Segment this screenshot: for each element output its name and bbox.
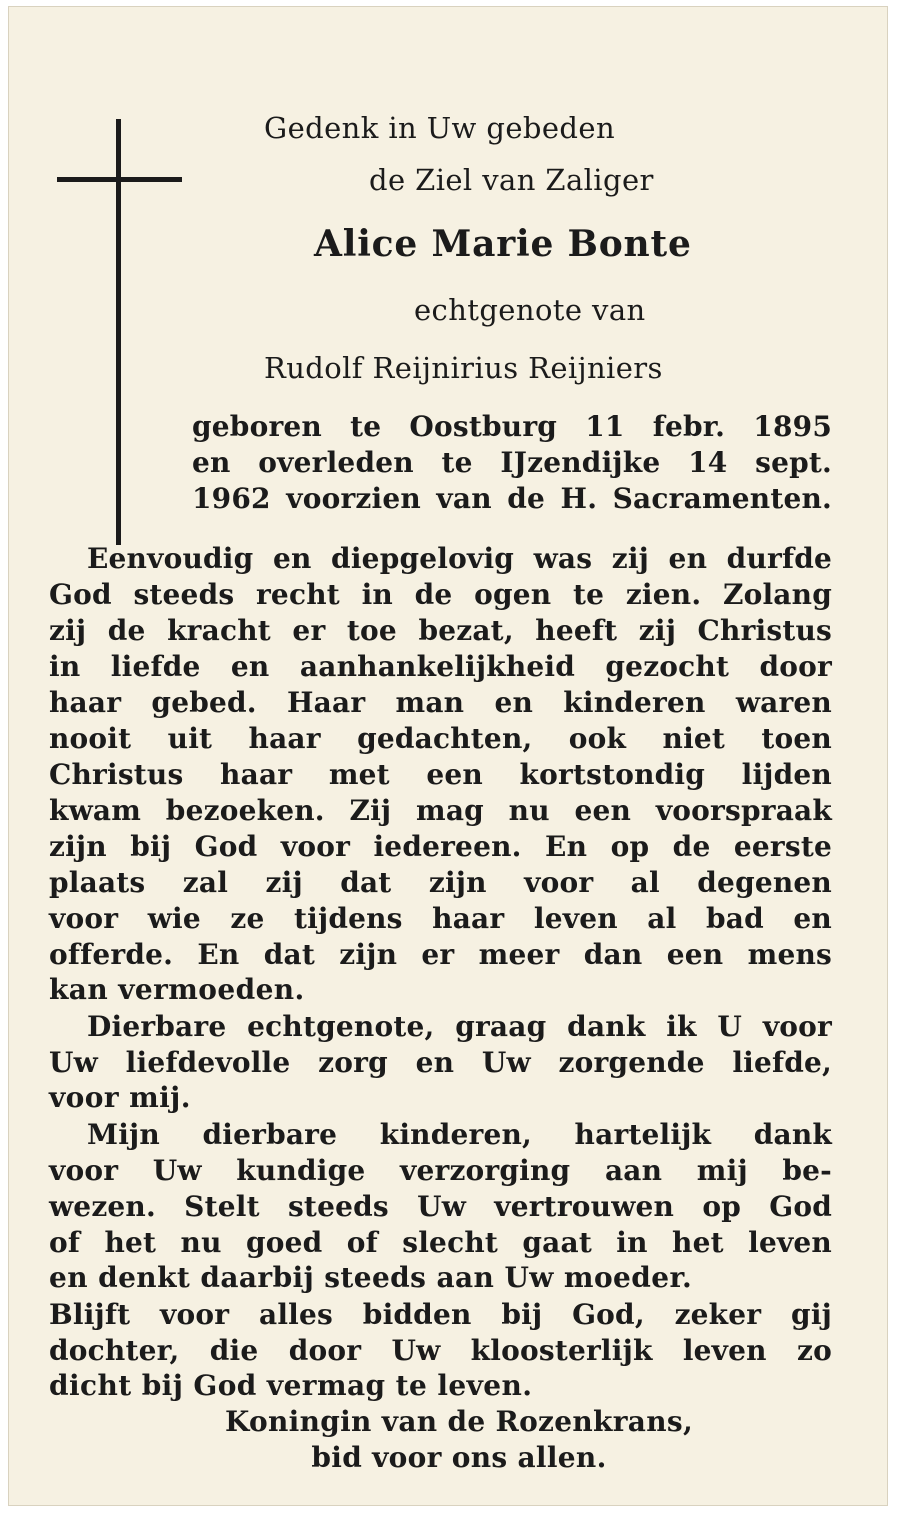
paragraph-line: wezen. Stelt steeds Uw vertrouwen op God [49, 1190, 832, 1223]
paragraph-line: offerde. En dat zijn er meer dan een mens [49, 938, 832, 971]
paragraph-line: voor mij. [49, 1081, 191, 1114]
paragraph-line: dicht bij God vermag te leven. [49, 1369, 533, 1402]
paragraph-line: God steeds recht in de ogen te zien. Zolang [49, 578, 832, 611]
cross-icon [116, 119, 121, 545]
paragraph-line: Eenvoudig en diepgelovig was zij en durfde [87, 542, 832, 575]
dates-line: en overleden te IJzendijke 14 sept. [192, 446, 832, 479]
paragraph-line: in liefde en aanhankelijkheid gezocht door [49, 650, 832, 683]
paragraph-line: Uw liefdevolle zorg en Uw zorgende liefde, [49, 1046, 832, 1079]
header-line1: Gedenk in Uw gebeden [264, 111, 616, 145]
paragraph-line: kwam bezoeken. Zij mag nu een voorspraak [49, 794, 832, 827]
cross-icon-bar [57, 177, 182, 182]
spouse-name: Rudolf Reijnirius Reijniers [264, 351, 663, 385]
paragraph-line: Mijn dierbare kinderen, hartelijk dank [87, 1118, 832, 1151]
paragraph-line: nooit uit haar gedachten, ook niet toen [49, 722, 832, 755]
dates-line: geboren te Oostburg 11 febr. 1895 [192, 410, 832, 443]
paragraph-line: en denkt daarbij steeds aan Uw moeder. [49, 1261, 693, 1294]
header-line2: de Ziel van Zaliger [369, 163, 654, 197]
paragraph-line: plaats zal zij dat zijn voor al degenen [49, 866, 832, 899]
paragraph-line: Christus haar met een kortstondig lijden [49, 758, 832, 791]
paragraph-line: zijn bij God voor iedereen. En op de eerste [49, 830, 832, 863]
paragraph-line: kan vermoeden. [49, 973, 305, 1006]
paragraph-line: dochter, die door Uw kloosterlijk leven zo [49, 1334, 832, 1367]
paragraph-line: of het nu goed of slecht gaat in het leven [49, 1226, 832, 1259]
paragraph-line: Dierbare echtgenote, graag dank ik U voor [87, 1010, 832, 1043]
closing-line: bid voor ons allen. [311, 1441, 607, 1474]
paragraph-line: zij de kracht er toe bezat, heeft zij Christus [49, 614, 832, 647]
paragraph-line: voor Uw kundige verzorging aan mij be- [49, 1154, 832, 1187]
memorial-card [8, 6, 888, 1506]
dates-line: 1962 voorzien van de H. Sacramenten. [192, 482, 832, 515]
deceased-name: Alice Marie Bonte [314, 223, 692, 265]
paragraph-line: voor wie ze tijdens haar leven al bad en [49, 902, 832, 935]
closing-line: Koningin van de Rozenkrans, [224, 1405, 693, 1438]
paragraph-line: Blijft voor alles bidden bij God, zeker gij [49, 1298, 832, 1331]
header-line3: echtgenote van [414, 293, 646, 327]
paragraph-line: haar gebed. Haar man en kinderen waren [49, 686, 832, 719]
